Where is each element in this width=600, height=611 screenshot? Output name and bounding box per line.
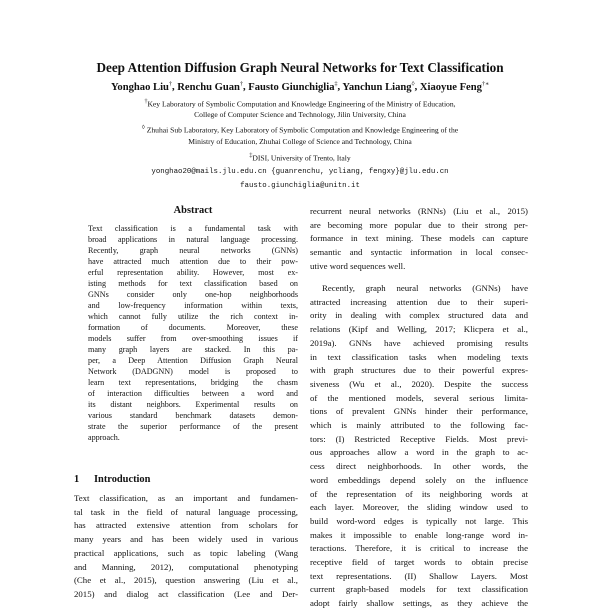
- abstract-line: broad applications in natural language processing.: [88, 235, 298, 244]
- body-line: has attracted extensive attention from scholars for: [74, 520, 298, 531]
- abstract-line: learn text representations, bridging the chasm: [88, 378, 298, 387]
- paper-title: Deep Attention Diffusion Graph Neural Networks for Text Classification: [96, 60, 504, 75]
- abstract-line: isting methods for text classification based on: [88, 279, 298, 288]
- abstract-line: many graph layers are stacked. In this pa-: [88, 345, 298, 354]
- email-line: yonghao20@mails.jlu.edu.cn {guanrenchu, ycliang, fengxy}@jlu.edu.cn: [151, 168, 449, 176]
- body-line: word embeddings depend solely on the influence: [310, 474, 528, 485]
- section-title: Introduction: [94, 474, 151, 485]
- abstract-line: Text classification is a fundamental task with: [88, 224, 298, 233]
- body-line: semantic and syntactic information in local consec-: [310, 247, 528, 258]
- body-line: (Che et al., 2015), question answering (Liu et al.,: [74, 575, 298, 586]
- abstract-line: strate the superior performance of the present: [88, 422, 298, 431]
- abstract-line: erful representation ability. However, most ex-: [88, 268, 298, 277]
- body-line: Text classification, as an important and fundamen-: [74, 493, 298, 503]
- body-line: each layer. Moreover, the sliding window used to: [310, 502, 528, 513]
- body-line: text representations. (II) Shallow Layers. Most: [310, 570, 528, 581]
- body-line: ous approaches allow a word in the graph to ac-: [310, 447, 528, 458]
- section-heading-introduction: [74, 474, 150, 485]
- body-line: and Manning, 2012), computational phenotyping: [74, 561, 298, 572]
- body-line: cess direct neighborhoods. In other words, the: [310, 461, 528, 472]
- abstract-line: have attracted much attention due to their pow-: [88, 257, 298, 266]
- body-line: siveness (Wu et al., 2020). Despite the success: [310, 378, 528, 389]
- body-line: adopt fairly shallow settings, as they achieve the: [310, 598, 528, 609]
- affiliation-line: College of Computer Science and Technology, Jilin University, China: [194, 110, 406, 119]
- author-5: Xiaoyue Feng†∗: [419, 81, 490, 93]
- abstract-line: which cannot fully utilize the rich context in-: [88, 312, 298, 321]
- author-list: Yonghao Liu†, Renchu Guan†, Fausto Giunchiglia‡, Yanchun Liang◊, Xiaoyue Feng†∗: [110, 81, 490, 93]
- author-4: Yanchun Liang◊: [342, 81, 415, 93]
- body-line: Recently, graph neural networks (GNNs) have: [322, 283, 528, 293]
- body-line: makes it impossible to enable long-range word in-: [310, 529, 528, 540]
- abstract-line: its distant neighbors. Experimental results on: [88, 400, 298, 409]
- affiliation-line: ◊ Zhuhai Sub Laboratory, Key Laboratory of Symbolic Computation and Knowledge Engineering of the: [141, 125, 459, 135]
- body-line: ority in dealing with complex structured data and: [310, 310, 528, 321]
- abstract-line: of interaction difficulties between a word and: [88, 389, 298, 398]
- body-line: attracted increasing attention due to their superi-: [310, 296, 528, 307]
- body-line: formance in text mining. These models can capture: [310, 233, 528, 244]
- body-line: relations (Kipf and Welling, 2017; Klicpera et al.,: [310, 324, 528, 335]
- abstract-line: Network (DADGNN) model is proposed to: [88, 367, 298, 376]
- affiliation-line: Ministry of Education, Zhuhai College of Science and Technology, China: [188, 137, 412, 146]
- author-2: Renchu Guan†: [177, 81, 243, 93]
- affiliation-line: †Key Laboratory of Symbolic Computation and Knowledge Engineering of the Ministry of Education,: [144, 99, 456, 109]
- body-line: teractions. Therefore, it is critical to increase the: [310, 543, 528, 554]
- body-line: recurrent neural networks (RNNs) (Liu et al., 2015): [310, 206, 528, 216]
- abstract-line: per, a Deep Attention Diffusion Graph Neural: [88, 356, 298, 365]
- abstract-line: various standard benchmark datasets demon-: [88, 411, 298, 420]
- body-line: current graph-based models for text classification: [310, 584, 528, 595]
- abstract-line: models suffer from over-smoothing issues if: [88, 334, 298, 343]
- body-line: are becoming more popular due to their strong per-: [310, 219, 528, 230]
- body-line: utive word sequences well.: [310, 260, 406, 271]
- body-line: 2015) and dialog act classification (Lee and Der-: [74, 588, 298, 599]
- body-line: with graph structures due to their powerful expres-: [310, 365, 528, 376]
- abstract-line: and low-frequency information within texts,: [88, 301, 298, 310]
- affiliation-line: ‡DISI, University of Trento, Italy: [249, 153, 351, 163]
- body-line: tal task in the field of natural language processing,: [74, 506, 298, 517]
- body-line: tions of prevalent GNNs hinder their performance,: [310, 406, 528, 417]
- section-number: 1: [74, 474, 80, 485]
- abstract-line: formation of documents. Moreover, these: [88, 323, 298, 332]
- author-3: Fausto Giunchiglia‡: [248, 81, 338, 93]
- abstract-line: approach.: [88, 433, 120, 442]
- body-line: practical applications, such as topic labeling (Wang: [74, 547, 298, 558]
- abstract-line: Recently, graph neural networks (GNNs): [88, 246, 298, 255]
- body-line: which is mainly attributed to the following fac-: [310, 420, 528, 430]
- body-line: many years and has been widely used in various: [74, 534, 298, 545]
- author-1: Yonghao Liu†: [110, 81, 172, 93]
- body-line: tors: (I) Restricted Receptive Fields. Most previ-: [310, 433, 528, 444]
- body-line: of the representation of its neighboring words at: [310, 488, 528, 499]
- abstract-heading: Abstract: [173, 205, 213, 216]
- body-line: receptive field of target words to obtain precise: [310, 557, 528, 567]
- body-line: 2019a). GNNs have achieved promising results: [310, 337, 528, 348]
- body-line: build word-word edges is typically not large. This: [310, 515, 528, 526]
- body-line: in text classification tasks when modeling texts: [310, 351, 528, 362]
- body-line: of the mentioned models, several serious limita-: [310, 392, 528, 403]
- email-line: fausto.giunchiglia@unitn.it: [240, 182, 360, 190]
- abstract-line: GNNs consider only one-hop neighborhoods: [88, 290, 298, 299]
